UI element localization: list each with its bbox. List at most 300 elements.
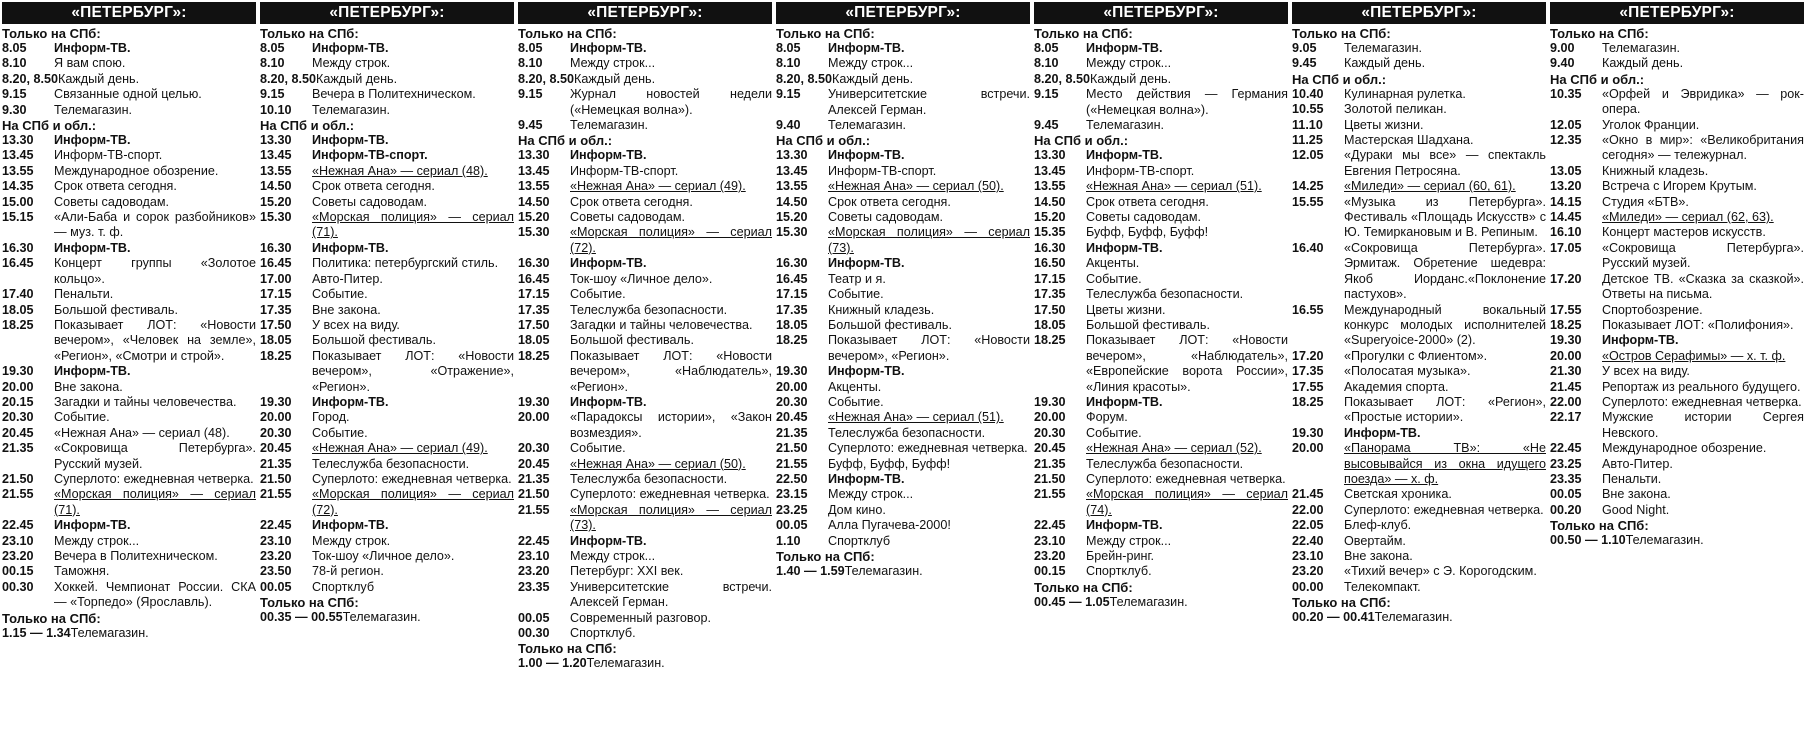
program-time: 15.20 — [518, 210, 550, 225]
program-time: 14.25 — [1292, 179, 1324, 194]
column-header: «ПЕТЕРБУРГ»: — [1292, 2, 1546, 24]
program-title: Пенальти. — [1602, 471, 1662, 486]
program-time: 12.05 — [1292, 148, 1324, 163]
program-title: Форум. — [1086, 410, 1128, 425]
program-row — [1550, 472, 1804, 487]
program-time: 20.00 — [260, 410, 292, 425]
program-time: 18.25 — [2, 317, 34, 332]
program-title: Спортклуб. — [570, 626, 636, 641]
program-time: 21.50 — [518, 487, 550, 502]
program-title: Место действия — Германия («Немецкая волна»). — [1086, 87, 1288, 117]
section-heading: Только на СПб: — [260, 595, 359, 611]
program-row — [2, 103, 256, 118]
program-time: 15.30 — [518, 225, 550, 240]
program-title: Суперлото: ежедневная четверка. — [312, 471, 512, 486]
program-row — [518, 457, 772, 472]
program-time: 8.10 — [1034, 56, 1059, 71]
program-row — [1550, 272, 1804, 303]
program-title: Спортклуб — [312, 579, 375, 594]
program-time: 13.30 — [776, 148, 808, 163]
program-row — [2, 426, 256, 441]
program-title: Событие. — [1086, 425, 1142, 440]
program-title: Срок ответа сегодня. — [312, 179, 435, 194]
program-time: 8.05 — [776, 41, 801, 55]
program-time: 23.10 — [1292, 549, 1324, 563]
program-title: Показывает ЛОТ: «Новости вечером», «Наблюдатель», «Регион». — [570, 348, 772, 394]
program-title: Информ-ТВ. — [570, 41, 647, 55]
program-row — [776, 518, 1030, 533]
program-row — [518, 225, 772, 256]
program-row — [2, 626, 256, 641]
program-title: У всех на виду. — [1602, 364, 1690, 379]
program-title: Телеслужба безопасности. — [1086, 456, 1244, 471]
program-time: 20.45 — [260, 441, 292, 456]
section-heading: Только на СПб: — [1550, 518, 1649, 534]
program-row — [260, 580, 514, 595]
program-title: Информ-ТВ. — [54, 240, 131, 255]
program-title: Информ-ТВ. — [54, 133, 131, 148]
program-row — [2, 148, 256, 163]
program-row — [1292, 133, 1546, 148]
program-title: Информ-ТВ. — [312, 518, 389, 533]
program-title: 78-й регион. — [312, 564, 384, 579]
section-heading: На СПб и обл.: — [2, 118, 97, 134]
program-time: 21.45 — [1550, 379, 1582, 394]
program-title: Телеслужба безопасности. — [312, 456, 470, 471]
program-title: Каждый день. — [832, 71, 914, 86]
program-time: 23.20 — [1292, 564, 1324, 579]
program-row — [1292, 87, 1546, 102]
program-title: Суперлото: ежедневная четверка. — [1344, 502, 1544, 517]
program-time: 21.30 — [1550, 364, 1582, 379]
program-time: 13.45 — [2, 148, 34, 163]
program-time: 20.45 — [2, 425, 34, 440]
program-title: Телемагазин. — [1344, 41, 1423, 55]
program-time: 12.35 — [1550, 133, 1582, 148]
program-title: Телемагазин. — [342, 610, 421, 625]
program-time: 13.30 — [2, 133, 34, 148]
program-time: 22.45 — [260, 518, 292, 533]
program-row — [518, 303, 772, 318]
program-row — [1034, 195, 1288, 210]
program-time: 15.30 — [776, 225, 808, 240]
program-row — [1292, 549, 1546, 564]
program-time: 13.30 — [260, 133, 292, 148]
program-title: Большой фестиваль. — [54, 302, 178, 317]
program-title: «Нежная Ана» — сериал (52). — [1086, 441, 1262, 456]
program-title: Телеслужба безопасности. — [570, 471, 728, 486]
program-row — [260, 56, 514, 71]
program-row — [1034, 564, 1288, 579]
program-row — [776, 256, 1030, 271]
program-title: Между строк... — [54, 533, 140, 548]
program-title: Информ-ТВ. — [828, 148, 905, 163]
program-time: 15.00 — [2, 194, 34, 209]
program-time: 18.05 — [1034, 317, 1066, 332]
program-time: 8.10 — [2, 56, 27, 71]
program-time: 8.10 — [518, 56, 543, 71]
program-title: «Морская полиция» — сериал (72). — [312, 487, 514, 517]
program-row — [518, 318, 772, 333]
program-time: 23.10 — [1034, 533, 1066, 548]
program-row — [776, 72, 1030, 87]
program-title: Телемагазин. — [312, 102, 391, 117]
program-row — [1292, 241, 1546, 303]
program-time: 18.25 — [1550, 317, 1582, 332]
program-row — [1292, 503, 1546, 518]
program-time: 21.35 — [1034, 456, 1066, 471]
program-time: 13.55 — [2, 163, 34, 178]
program-title: Загадки и тайны человечества. — [570, 317, 753, 332]
program-title: Петербург: XXI век. — [570, 564, 684, 579]
program-title: «Нежная Ана» — сериал (49). — [570, 179, 746, 194]
program-row — [776, 503, 1030, 518]
program-row — [1550, 380, 1804, 395]
program-row — [518, 580, 772, 611]
program-title: «Морская полиция» — сериал (71). — [312, 210, 514, 240]
program-time: 17.15 — [1034, 271, 1066, 286]
program-time: 18.25 — [260, 348, 292, 363]
program-row — [2, 72, 256, 87]
column-header: «ПЕТЕРБУРГ»: — [776, 2, 1030, 24]
program-row — [776, 441, 1030, 456]
program-row — [518, 56, 772, 71]
program-row — [518, 87, 772, 118]
program-title: «Морская полиция» — сериал (73). — [570, 502, 772, 533]
program-title: Современный разговор. — [570, 610, 711, 625]
program-time: 23.20 — [518, 564, 550, 579]
program-time: 23.10 — [260, 533, 292, 548]
program-time: 14.50 — [260, 179, 292, 194]
program-time: 23.10 — [2, 533, 34, 548]
program-row — [1034, 410, 1288, 425]
program-row — [1550, 303, 1804, 318]
program-title: Телемагазин. — [586, 656, 665, 671]
program-title: Суперлото: ежедневная четверка. — [828, 441, 1028, 456]
program-time: 00.05 — [1550, 487, 1582, 502]
program-time: 15.20 — [260, 194, 292, 209]
program-title: «Нежная Ана» — сериал (51). — [828, 410, 1004, 425]
program-time: 22.45 — [2, 518, 34, 533]
program-title: Большой фестиваль. — [312, 333, 436, 348]
program-title: Вечера в Политехническом. — [312, 87, 476, 102]
program-time: 9.15 — [776, 87, 801, 102]
program-time: 8.10 — [260, 56, 285, 71]
column-header: «ПЕТЕРБУРГ»: — [1550, 2, 1804, 24]
program-time: 16.10 — [1550, 225, 1582, 240]
program-time: 14.50 — [1034, 194, 1066, 209]
program-row — [260, 210, 514, 241]
program-time: 15.20 — [776, 210, 808, 225]
program-row — [518, 656, 772, 671]
program-time: 00.15 — [1034, 564, 1066, 579]
program-title: Город. — [312, 410, 350, 425]
program-row — [260, 564, 514, 579]
program-title: Цветы жизни. — [1344, 117, 1424, 132]
program-row — [1034, 148, 1288, 163]
program-title: Концерт группы «Золотое кольцо». — [54, 256, 256, 286]
program-time: 16.55 — [1292, 302, 1324, 317]
program-time: 22.17 — [1550, 410, 1582, 425]
program-title: «Музыка из Петербурга». Фестиваль «Площадь Искусств» с Ю. Темиркановым и В. Репиным. — [1344, 194, 1546, 240]
program-time: 8.05 — [518, 41, 543, 55]
program-title: Информ-ТВ. — [1086, 240, 1163, 255]
program-time: 22.45 — [1550, 441, 1582, 456]
program-title: Акценты. — [1086, 256, 1140, 271]
program-title: Телемагазин. — [1086, 118, 1165, 133]
section-heading: На СПб и обл.: — [1292, 71, 1387, 87]
program-row — [260, 349, 514, 395]
program-time: 18.25 — [518, 348, 550, 363]
column-header: «ПЕТЕРБУРГ»: — [260, 2, 514, 24]
program-title: Золотой пеликан. — [1344, 102, 1447, 117]
schedule-column — [776, 2, 1030, 731]
program-time: 16.30 — [2, 240, 34, 255]
program-title: Информ-ТВ. — [1602, 333, 1679, 348]
program-title: Суперлото: ежедневная четверка. — [1602, 394, 1802, 409]
program-row — [2, 472, 256, 487]
program-time: 11.10 — [1292, 117, 1323, 132]
section-heading: На СПб и обл.: — [260, 118, 355, 134]
program-row — [776, 41, 1030, 56]
program-title: Уголок Франции. — [1602, 117, 1700, 132]
program-row — [518, 148, 772, 163]
program-time: 8.20, 8.50 — [776, 71, 833, 86]
program-title: «Полосатая музыка». — [1344, 364, 1471, 379]
program-row — [2, 256, 256, 287]
program-time: 13.45 — [776, 163, 808, 178]
program-row — [1550, 364, 1804, 379]
program-title: «Панорама ТВ»: «Не высовывайся из окна идущего поезда» — х. ф. — [1344, 441, 1546, 486]
schedule-column — [2, 2, 256, 731]
program-title: Советы садоводам. — [570, 210, 685, 225]
program-row — [1550, 503, 1804, 518]
program-row — [1034, 210, 1288, 225]
program-time: 21.50 — [2, 471, 34, 486]
program-row — [2, 395, 256, 410]
program-title: Информ-ТВ. — [54, 518, 131, 533]
program-time: 15.20 — [1034, 210, 1066, 225]
program-time: 13.30 — [518, 148, 550, 163]
program-title: Событие. — [54, 410, 110, 425]
program-title: Информ-ТВ. — [312, 394, 389, 409]
program-title: Театр и я. — [828, 271, 886, 286]
program-title: Концерт мастеров искусств. — [1602, 225, 1766, 240]
program-title: Между строк... — [1086, 533, 1172, 548]
program-row — [260, 103, 514, 118]
program-time: 14.50 — [518, 194, 550, 209]
program-title: Информ-ТВ. — [828, 364, 905, 379]
program-row — [1292, 426, 1546, 441]
program-time: 17.50 — [518, 317, 550, 332]
program-time: 23.20 — [1034, 549, 1066, 563]
section-heading: Только на СПб: — [1292, 26, 1391, 41]
program-title: Ток-шоу «Личное дело». — [312, 549, 455, 563]
program-row — [776, 56, 1030, 71]
program-row — [1292, 487, 1546, 502]
program-row — [1034, 549, 1288, 564]
program-row — [1550, 195, 1804, 210]
program-row — [1550, 225, 1804, 240]
program-time: 18.05 — [518, 333, 550, 348]
column-header: «ПЕТЕРБУРГ»: — [518, 2, 772, 24]
program-row — [2, 318, 256, 364]
program-title: Информ-ТВ-спорт. — [1086, 163, 1195, 178]
program-row — [1292, 534, 1546, 549]
program-title: Суперлото: ежедневная четверка. — [570, 487, 770, 502]
program-row — [260, 410, 514, 425]
program-time: 9.15 — [518, 87, 543, 102]
program-title: Брейн-ринг. — [1086, 549, 1155, 563]
schedule-column — [260, 2, 514, 731]
section-heading: Только на СПб: — [518, 641, 617, 657]
program-row — [1034, 518, 1288, 533]
program-row — [518, 534, 772, 549]
program-time: 16.45 — [2, 256, 34, 271]
program-row — [260, 148, 514, 163]
program-time: 00.20 — [1550, 502, 1582, 517]
program-time: 1.40 — 1.59 — [776, 564, 845, 578]
program-title: Срок ответа сегодня. — [1086, 194, 1209, 209]
program-time: 21.55 — [518, 502, 550, 517]
program-time: 18.25 — [776, 333, 808, 348]
program-row — [2, 303, 256, 318]
program-title: Телеслужба безопасности. — [828, 425, 986, 440]
program-row — [518, 626, 772, 641]
program-row — [1292, 102, 1546, 117]
program-time: 22.50 — [776, 471, 808, 486]
program-time: 14.35 — [2, 179, 34, 194]
program-title: Good Night. — [1602, 502, 1670, 517]
program-title: Детское ТВ. «Сказка за сказкой». Ответы на письма. — [1602, 271, 1804, 302]
program-row — [1034, 534, 1288, 549]
program-title: Академия спорта. — [1344, 379, 1449, 394]
program-title: Репортаж из реального будущего. — [1602, 379, 1801, 394]
program-row — [518, 179, 772, 194]
program-time: 15.30 — [260, 210, 292, 225]
program-title: «Морская полиция» — сериал (71). — [54, 487, 256, 517]
program-title: Информ-ТВ. — [570, 394, 647, 409]
schedule-column — [1034, 2, 1288, 731]
program-title: «Сокровища Петербурга». Русский музей. — [1602, 240, 1804, 271]
program-time: 9.40 — [1550, 56, 1575, 71]
program-row — [1550, 179, 1804, 194]
program-row — [518, 287, 772, 302]
program-row — [1550, 41, 1804, 56]
column-header: «ПЕТЕРБУРГ»: — [2, 2, 256, 24]
program-time: 9.40 — [776, 118, 801, 133]
program-title: Спортклуб — [828, 533, 891, 548]
program-title: «Дураки мы все» — спектакль Евгения Петросяна. — [1344, 148, 1546, 178]
schedule-column — [518, 2, 772, 731]
program-row — [776, 210, 1030, 225]
program-time: 9.15 — [260, 87, 285, 102]
program-time: 18.05 — [260, 333, 292, 348]
program-row — [776, 225, 1030, 256]
program-row — [518, 195, 772, 210]
program-row — [518, 487, 772, 502]
program-row — [1550, 533, 1804, 548]
section-heading: Только на СПб: — [1034, 579, 1133, 595]
program-title: Информ-ТВ. — [570, 533, 647, 548]
program-title: «Тихий вечер» с Э. Корогодским. — [1344, 564, 1537, 579]
program-title: Показывает ЛОТ: «Новости вечером», «Отражение», «Регион». — [312, 348, 514, 394]
program-title: Большой фестиваль. — [570, 333, 694, 348]
program-row — [518, 611, 772, 626]
program-row — [1550, 133, 1804, 164]
program-row — [776, 118, 1030, 133]
program-title: Информ-ТВ. — [1086, 518, 1163, 533]
program-title: «Нежная Ана» — сериал (48). — [54, 425, 230, 440]
program-time: 17.35 — [260, 302, 292, 317]
program-row — [1034, 272, 1288, 287]
program-row — [1292, 349, 1546, 364]
section-heading: Только на СПб: — [776, 26, 875, 41]
program-time: 10.35 — [1550, 86, 1582, 101]
program-row — [776, 380, 1030, 395]
program-title: Информ-ТВ-спорт. — [828, 163, 937, 178]
program-time: 16.50 — [1034, 256, 1066, 271]
program-row — [1034, 395, 1288, 410]
program-title: Советы садоводам. — [54, 194, 169, 209]
program-time: 15.35 — [1034, 225, 1066, 240]
program-time: 23.25 — [776, 502, 808, 517]
program-row — [2, 380, 256, 395]
program-time: 21.45 — [1292, 487, 1324, 502]
program-row — [518, 564, 772, 579]
program-title: Спортклуб. — [1086, 564, 1152, 579]
program-row — [1034, 303, 1288, 318]
program-time: 17.05 — [1550, 240, 1582, 255]
program-row — [1292, 56, 1546, 71]
program-row — [776, 534, 1030, 549]
program-time: 17.00 — [260, 271, 292, 286]
program-title: Я вам спою. — [54, 56, 126, 71]
program-time: 20.30 — [776, 394, 808, 409]
program-time: 20.00 — [2, 379, 34, 394]
program-title: Событие. — [570, 441, 626, 456]
program-title: Цветы жизни. — [1086, 302, 1166, 317]
program-time: 20.00 — [518, 410, 550, 425]
program-time: 9.45 — [1034, 118, 1059, 133]
program-title: Событие. — [828, 394, 884, 409]
section-heading: Только на СПб: — [1034, 26, 1133, 41]
program-time: 20.30 — [2, 410, 34, 425]
program-time: 20.45 — [518, 456, 550, 471]
program-title: Алла Пугачева-2000! — [828, 518, 951, 533]
program-time: 19.30 — [518, 394, 550, 409]
program-time: 13.45 — [260, 148, 292, 163]
program-time: 13.05 — [1550, 163, 1582, 178]
section-heading: На СПб и обл.: — [1034, 133, 1129, 149]
program-row — [2, 441, 256, 472]
program-row — [1292, 179, 1546, 194]
program-time: 18.05 — [776, 317, 808, 332]
program-title: Показывает ЛОТ: «Новости вечером», «Наблюдатель», «Европейские ворота России», «Линия красоты». — [1086, 333, 1288, 394]
program-title: Журнал новостей недели («Немецкая волна»). — [570, 87, 772, 117]
program-title: «Миледи» — сериал (60, 61). — [1344, 179, 1516, 194]
program-row — [1034, 318, 1288, 333]
program-title: Информ-ТВ. — [1086, 148, 1163, 163]
program-time: 13.55 — [260, 163, 292, 178]
program-time: 19.30 — [1550, 333, 1582, 348]
program-row — [2, 87, 256, 102]
program-row — [260, 395, 514, 410]
program-title: «Морская полиция» — сериал (73). — [828, 225, 1030, 255]
program-title: Телемагазин. — [570, 118, 649, 133]
program-title: Событие. — [570, 287, 626, 302]
program-row — [1034, 72, 1288, 87]
